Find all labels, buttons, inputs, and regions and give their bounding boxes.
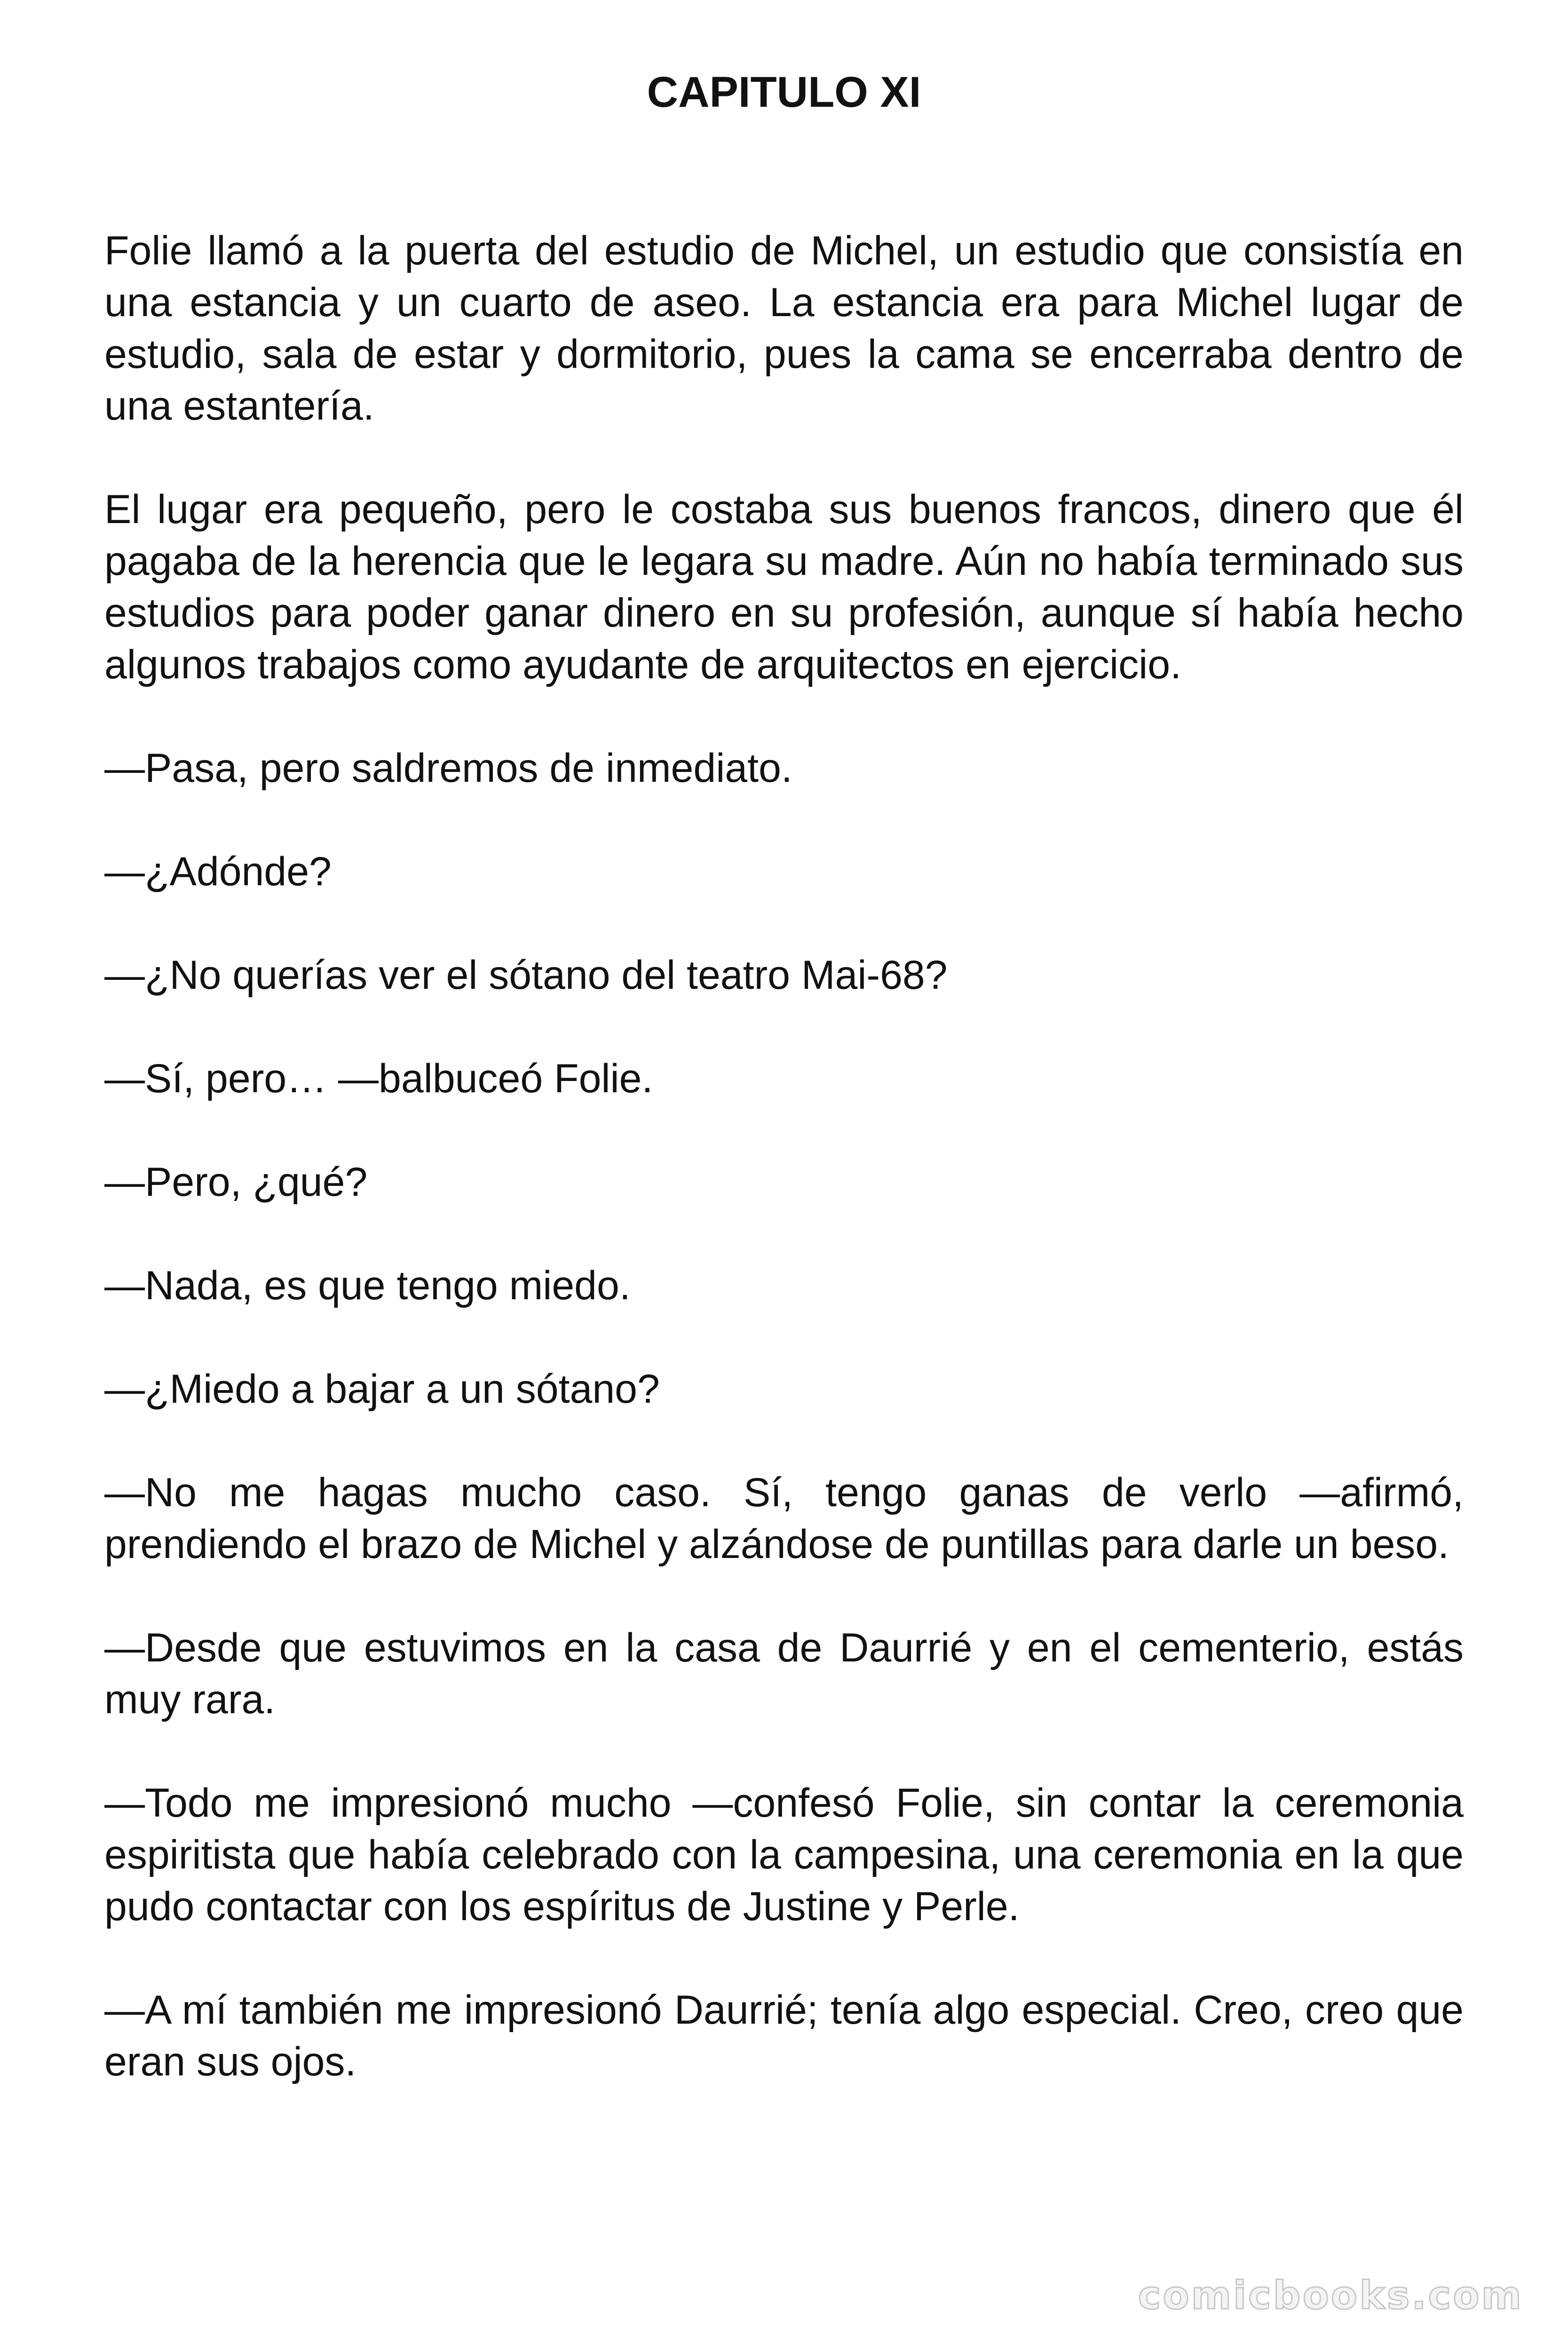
dialogue-line: —A mí también me impresionó Daurrié; tenía algo especial. Creo, creo que eran sus ojos. xyxy=(104,1987,1464,2084)
dialogue-line: —¿No querías ver el sótano del teatro Mai-68? xyxy=(104,953,948,998)
chapter-title: CAPITULO XI xyxy=(647,68,921,116)
dialogue-line: —Todo me impresionó mucho —confesó Folie, sin contar la ceremonia espiritista que había celebrado con la campesina, una ceremonia en la que pudo contactar con los espíritus de Justine y Perle. xyxy=(104,1780,1464,1929)
dialogue-line: —Desde que estuvimos en la casa de Daurrié y en el cementerio, estás muy rara. xyxy=(104,1625,1464,1722)
paragraph: Folie llamó a la puerta del estudio de Michel, un estudio que consistía en una estancia y un cuarto de aseo. La estancia era para Michel lugar de estudio, sala de estar y dormitorio, pues la cama se encerraba dentro de una estantería. xyxy=(104,228,1464,429)
dialogue-line: —Pasa, pero saldremos de inmediato. xyxy=(104,746,792,791)
chapter-body xyxy=(104,225,1464,2088)
dialogue-line: —¿Adónde? xyxy=(104,849,332,894)
dialogue-line: —Pero, ¿qué? xyxy=(104,1160,368,1205)
dialogue-line: —No me hagas mucho caso. Sí, tengo ganas de verlo —afirmó, prendiendo el brazo de Michel y alzándose de puntillas para darle un beso. xyxy=(104,1470,1464,1567)
dialogue-line: —¿Miedo a bajar a un sótano? xyxy=(104,1367,660,1412)
dialogue-line: —Sí, pero… —balbuceó Folie. xyxy=(104,1056,653,1101)
paragraph: El lugar era pequeño, pero le costaba sus buenos francos, dinero que él pagaba de la herencia que le legara su madre. Aún no había terminado sus estudios para poder ganar dinero en su profesión, aunque sí había hecho algunos trabajos como ayudante de arquitectos en ejercicio. xyxy=(104,487,1464,687)
watermark: comicbooks.com xyxy=(1138,2273,1523,2318)
dialogue-line: —Nada, es que tengo miedo. xyxy=(104,1263,631,1308)
